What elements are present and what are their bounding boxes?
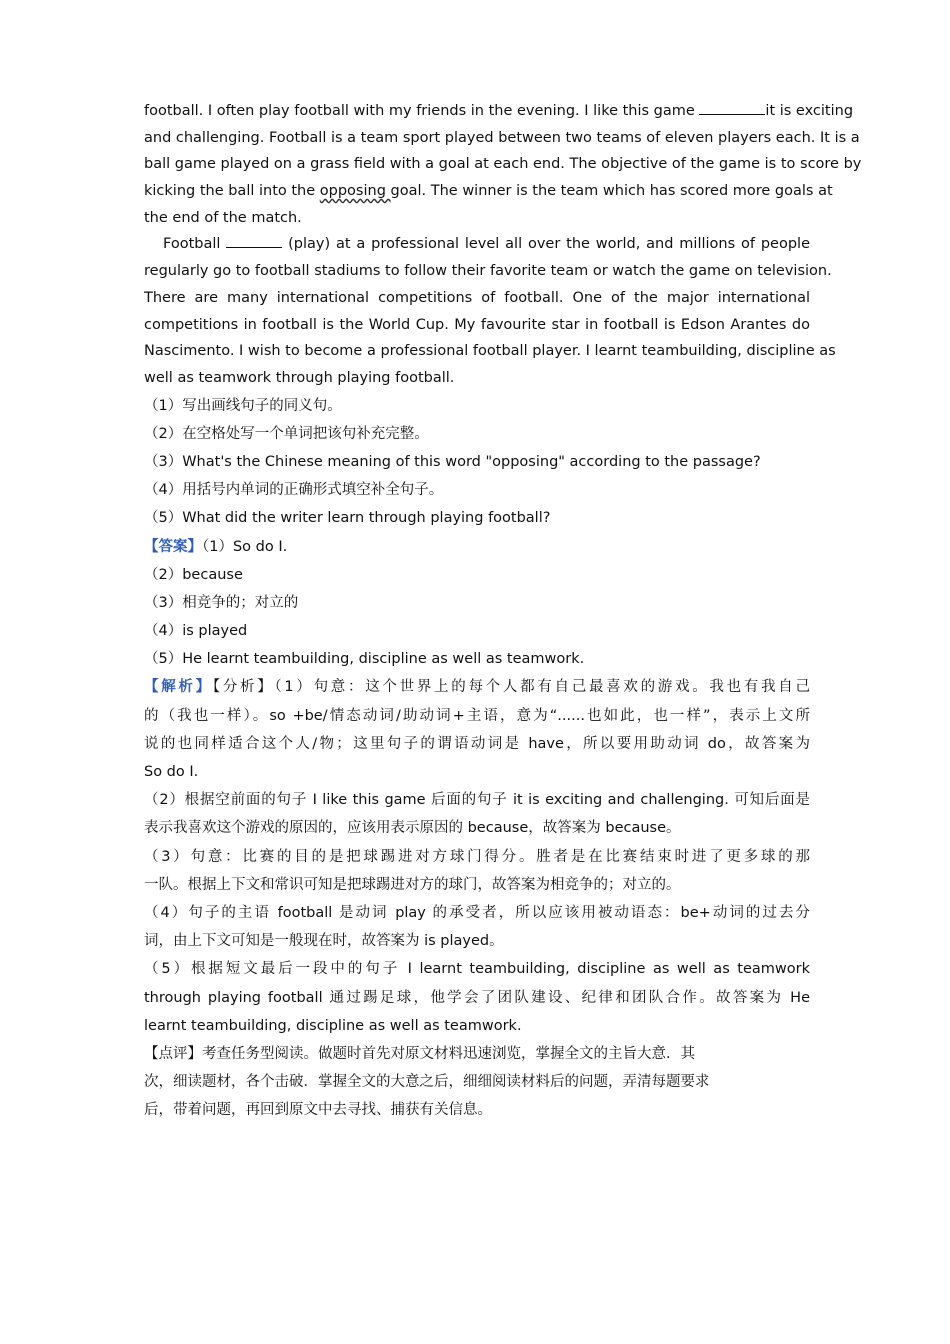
analysis-line: 一队。根据上下文和常识可知是把球踢进对方的球门，故答案为相竞争的；对立的。	[144, 876, 681, 893]
passage-line: well as teamwork through playing football.	[144, 369, 455, 386]
analysis-line: （5）根据短文最后一段中的句子 I learnt teambuilding, discipline as well as teamwork	[144, 961, 810, 978]
analysis-line: 表示我喜欢这个游戏的原因的，应该用表示原因的 because，故答案为 because。	[144, 820, 681, 837]
answer-line-1	[144, 533, 810, 561]
passage-line: regularly go to football stadiums to follow their favorite team or watch the game on television.	[144, 263, 832, 280]
answer-1: （1）So do I.	[202, 538, 288, 555]
text: football. I often play football with my friends in the evening. I like this game	[144, 103, 700, 119]
comment-line: 【点评】考查任务型阅读。做题时首先对原文材料迅速浏览，掌握全文的主旨大意．其	[144, 1045, 695, 1062]
question-4: （4）用括号内单词的正确形式填空补全句子。	[144, 482, 444, 499]
passage-line: the end of the match.	[144, 209, 302, 226]
analysis-tag: 【解析】	[144, 679, 213, 696]
underlined-word: opposing	[319, 183, 391, 200]
passage-line: There are many international competitions of football. One of the major international	[144, 289, 810, 306]
answer-3: （3）相竞争的；对立的	[144, 594, 299, 611]
comment-line: 后，带着问题，再回到原文中去寻找、捕获有关信息。	[144, 1102, 492, 1119]
question-3: （3）What's the Chinese meaning of this word "opposing" according to the passage?	[144, 453, 761, 470]
analysis-line	[144, 673, 810, 701]
passage-line: Nascimento. I wish to become a professional football player. I learnt teambuilding, discipline as	[144, 343, 836, 360]
passage-line: and challenging. Football is a team sport played between two teams of eleven players each. It is a	[144, 129, 860, 146]
analysis-line: 词，由上下文可知是一般现在时，故答案为 is played。	[144, 933, 504, 950]
passage-line: ball game played on a grass field with a goal at each end. The objective of the game is to score by	[144, 156, 862, 173]
text: 【分析】（1）句意：这个世界上的每个人都有自己最喜欢的游戏。我也有我自己	[212, 679, 810, 696]
question-2: （2）在空格处写一个单词把该句补充完整。	[144, 425, 429, 442]
text: kicking the ball into the	[144, 183, 320, 200]
analysis-line: learnt teambuilding, discipline as well as teamwork.	[144, 1017, 522, 1034]
document-body	[144, 98, 862, 1124]
answer-2: （2）because	[144, 566, 243, 583]
text: it is exciting	[765, 103, 854, 119]
analysis-line: through playing football 通过踢足球，他学会了团队建设、纪律和团队合作。故答案为 He	[144, 989, 810, 1006]
question-5: （5）What did the writer learn through playing football?	[144, 510, 551, 527]
analysis-line: So do I.	[144, 764, 199, 780]
text: goal. The winner is the team which has scored more goals at	[390, 183, 833, 200]
analysis-line: （4）句子的主语 football 是动词 play 的承受者，所以应该用被动语态：be+动词的过去分	[144, 904, 810, 921]
answer-tag: 【答案】	[144, 538, 202, 555]
analysis-line: 的（我也一样）。so +be/情态动词/助动词+主语，意为“......也如此，也一样”，表示上文所	[144, 707, 810, 724]
passage-line	[144, 98, 854, 125]
answer-5: （5）He learnt teambuilding, discipline as well as teamwork.	[144, 651, 585, 668]
answer-blank	[226, 233, 282, 248]
text: (play) at a professional level all over the world, and millions of people	[282, 236, 810, 253]
answer-blank	[699, 100, 765, 115]
analysis-line: （3）句意：比赛的目的是把球踢进对方球门得分。胜者是在比赛结束时进了更多球的那	[144, 848, 810, 865]
question-1: （1）写出画线句子的同义句。	[144, 397, 342, 414]
analysis-line: 说的也同样适合这个人/物；这里句子的谓语动词是 have，所以要用助动词 do，故答案为	[144, 735, 810, 752]
answer-4: （4）is played	[144, 623, 248, 640]
passage-line: competitions in football is the World Cup. My favourite star in football is Edson Arantes do	[144, 316, 810, 333]
comment-line: 次，细读题材，各个击破．掌握全文的大意之后，细细阅读材料后的问题，弄清每题要求	[144, 1074, 710, 1091]
passage-line	[144, 231, 810, 258]
passage-line	[144, 178, 833, 205]
analysis-line: （2）根据空前面的句子 I like this game 后面的句子 it is exciting and challenging. 可知后面是	[144, 792, 810, 809]
text: Football	[163, 236, 227, 253]
